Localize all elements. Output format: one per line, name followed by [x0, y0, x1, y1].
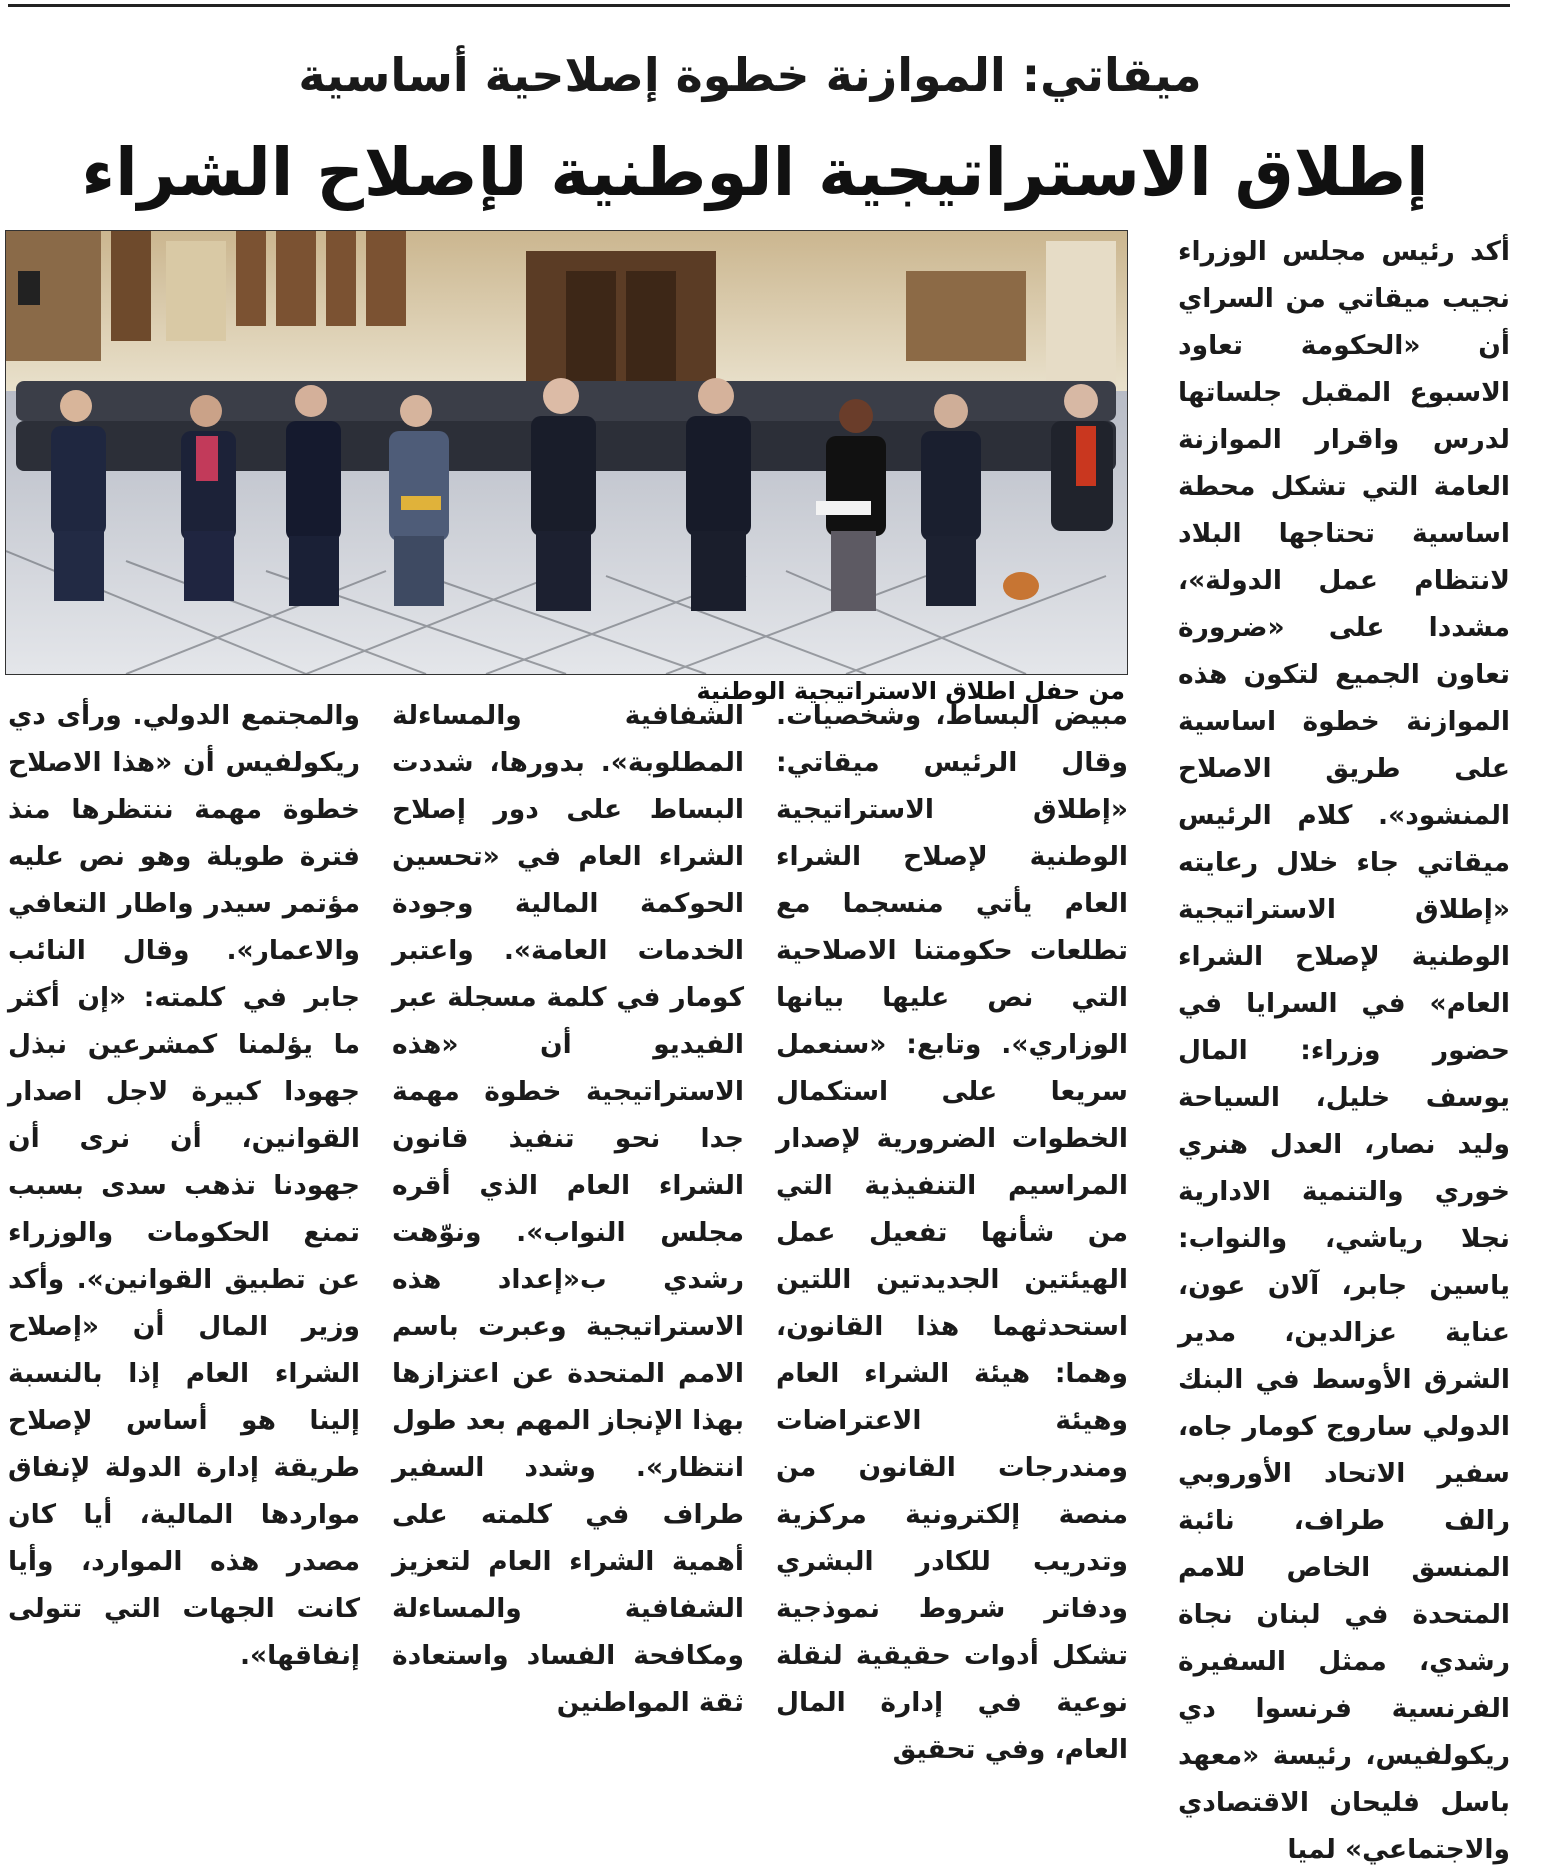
- article-kicker: ميقاتي: الموازنة خطوة إصلاحية أساسية: [298, 48, 1202, 102]
- event-photo: [5, 230, 1128, 675]
- column-2-text: مبيض البساط، وشخصيات. وقال الرئيس ميقاتي: «إطلاق الاستراتيجية الوطنية لإصلاح الشراء العام يأتي منسجما مع تطلعات حكومتنا الاصلاحية التي نص عليها بيانها الوزاري». وتابع: «سنعمل سريعا على استكمال الخطوات الضرورية لإصدار المراسيم التنفيذية التي من شأنها تفعيل عمل الهيئتين الجديدتين اللتين استحدثهما هذا القانون، وهما: هيئة الشراء العام وهيئة الاعتراضات ومندرجات القانون من منصة إلكترونية مركزية وتدريب للكادر البشري ودفاتر شروط نموذجية تشكل أدوات حقيقية لنقلة نوعية في إدارة المال العام، وفي تحقيق: [776, 700, 1128, 1765]
- article-column-2: [776, 692, 1128, 1773]
- column-1-text: أكد رئيس مجلس الوزراء نجيب ميقاتي من السراي أن «الحكومة تعاود الاسبوع المقبل جلساتها لدرس واقرار الموازنة العامة التي تشكل محطة اساسية تحتاجها البلاد لانتظام عمل الدولة»، مشددا على «ضرورة تعاون الجميع لتكون هذه الموازنة خطوة اساسية على طريق الاصلاح المنشود». كلام الرئيس ميقاتي جاء خلال رعايته «إطلاق الاستراتيجية الوطنية لإصلاح الشراء العام» في السرايا في حضور وزراء: المال يوسف خليل، السياحة وليد نصار، العدل هنري خوري والتنمية الادارية نجلا رياشي، والنواب: ياسين جابر، آلان عون، عناية عزالدين، مدير الشرق الأوسط في البنك الدولي ساروج كومار جاه، سفير الاتحاد الأوروبي رالف طراف، نائبة المنسق الخاص للامم المتحدة في لبنان نجاة رشدي، ممثل السفيرة الفرنسية فرنسوا دي ريكولفيس، رئيسة «معهد باسل فليحان الاقتصادي والاجتماعي» لميا: [1178, 236, 1510, 1865]
- column-4-text: والمجتمع الدولي. ورأى دي ريكولفيس أن «هذا الاصلاح خطوة مهمة ننتظرها منذ فترة طويلة وهو نص عليه مؤتمر سيدر واطار التعافي والاعمار». وقال النائب جابر في كلمته: «إن أكثر ما يؤلمنا كمشرعين نبذل جهودا كبيرة لاجل اصدار القوانين، أن نرى أن جهودنا تذهب سدى بسبب تمنع الحكومات والوزراء عن تطبيق القوانين». وأكد وزير المال أن «إصلاح الشراء العام إذا بالنسبة إلينا هو أساس لإصلاح طريقة إدارة الدولة لإنفاق مواردها المالية، أيا كان مصدر هذه الموارد، وأيا كانت الجهات التي تتولى إنفاقها».: [8, 700, 360, 1671]
- article-column-4: [8, 692, 360, 1679]
- article-headline: إطلاق الاستراتيجية الوطنية لإصلاح الشراء: [81, 134, 1429, 211]
- article-column-1: [1178, 228, 1510, 1873]
- column-3-text: الشفافية والمساءلة المطلوبة». بدورها، شددت البساط على دور إصلاح الشراء العام في «تحسين الحوكمة المالية وجودة الخدمات العامة». واعتبر كومار في كلمة مسجلة عبر الفيديو أن «هذه الاستراتيجية خطوة مهمة جدا نحو تنفيذ قانون الشراء العام الذي أقره مجلس النواب». ونوّهت رشدي ب«إعداد هذه الاستراتيجية وعبرت باسم الامم المتحدة عن اعتزازها بهذا الإنجاز المهم بعد طول انتظار». وشدد السفير طراف في كلمته على أهمية الشراء العام لتعزيز الشفافية والمساءلة ومكافحة الفساد واستعادة ثقة المواطنين: [392, 700, 744, 1718]
- top-rule: [8, 4, 1510, 7]
- photo-caption: من حفل اطلاق الاستراتيجية الوطنية: [696, 677, 1125, 705]
- article-column-3: [392, 692, 744, 1726]
